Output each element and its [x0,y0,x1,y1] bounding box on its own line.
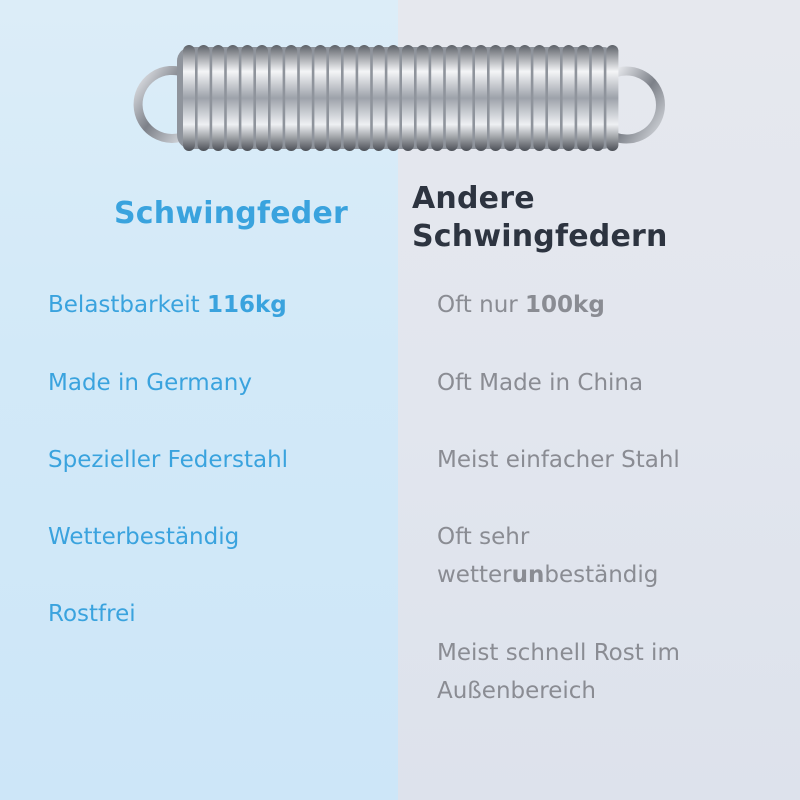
spring-coil [548,45,560,151]
spring-coil [300,45,312,151]
spring-coil [227,45,239,151]
right-item-rust-line1: Meist schnell Rost im [437,640,680,666]
spring-coil [592,45,604,151]
right-item-origin: Oft Made in China [437,370,644,396]
spring-coil [563,45,575,151]
spring-coil [519,45,531,151]
spring-coil [446,45,458,151]
right-item-rust-line2: Außenbereich [437,678,596,704]
spring-coil [373,45,385,151]
spring-coil [402,45,414,151]
left-item-rust: Rostfrei [48,601,136,627]
heading-right-line1: Andere [412,181,535,216]
spring-coil [314,45,326,151]
right-item-load-prefix: Oft nur [437,292,526,318]
right-item-weather-line2 [437,556,777,594]
spring-coil [212,45,224,151]
spring-coil [387,45,399,151]
spring-coil [183,45,195,151]
right-item-weather-line1: Oft sehr [437,524,530,550]
heading-andere-schwingfedern [412,180,668,256]
left-item-origin: Made in Germany [48,370,252,396]
heading-schwingfeder: Schwingfeder [114,196,348,231]
spring-coil [358,45,370,151]
left-item-weather: Wetterbeständig [48,524,240,550]
spring-coil [431,45,443,151]
spring-coil [417,45,429,151]
right-item-steel: Meist einfacher Stahl [437,447,680,473]
spring-illustration [95,35,705,155]
spring-coil [460,45,472,151]
right-item-load [437,286,777,324]
spring-coil [198,45,210,151]
right-item-weather [437,518,777,594]
spring-coil [606,45,618,151]
spring-coil [329,45,341,151]
spring-coil [241,45,253,151]
left-item-steel: Spezieller Federstahl [48,447,289,473]
spring-coil [475,45,487,151]
right-item-load-value: 100kg [525,292,605,318]
right-item-weather-line2-suffix: beständig [544,562,659,588]
heading-right-line2: Schwingfedern [412,219,668,254]
spring-coil [256,45,268,151]
left-item-load [48,286,287,324]
spring-coil [577,45,589,151]
spring-coil [271,45,283,151]
right-item-weather-line2-prefix: wetter [437,562,512,588]
spring-coil [504,45,516,151]
spring-coil [344,45,356,151]
left-item-load-value: 116kg [206,292,287,318]
right-item-rust [437,634,777,710]
right-item-weather-line2-bold: un [511,562,545,588]
spring-coil [285,45,297,151]
left-item-load-prefix: Belastbarkeit [48,292,207,318]
spring-coil [533,45,545,151]
spring-coil [490,45,502,151]
